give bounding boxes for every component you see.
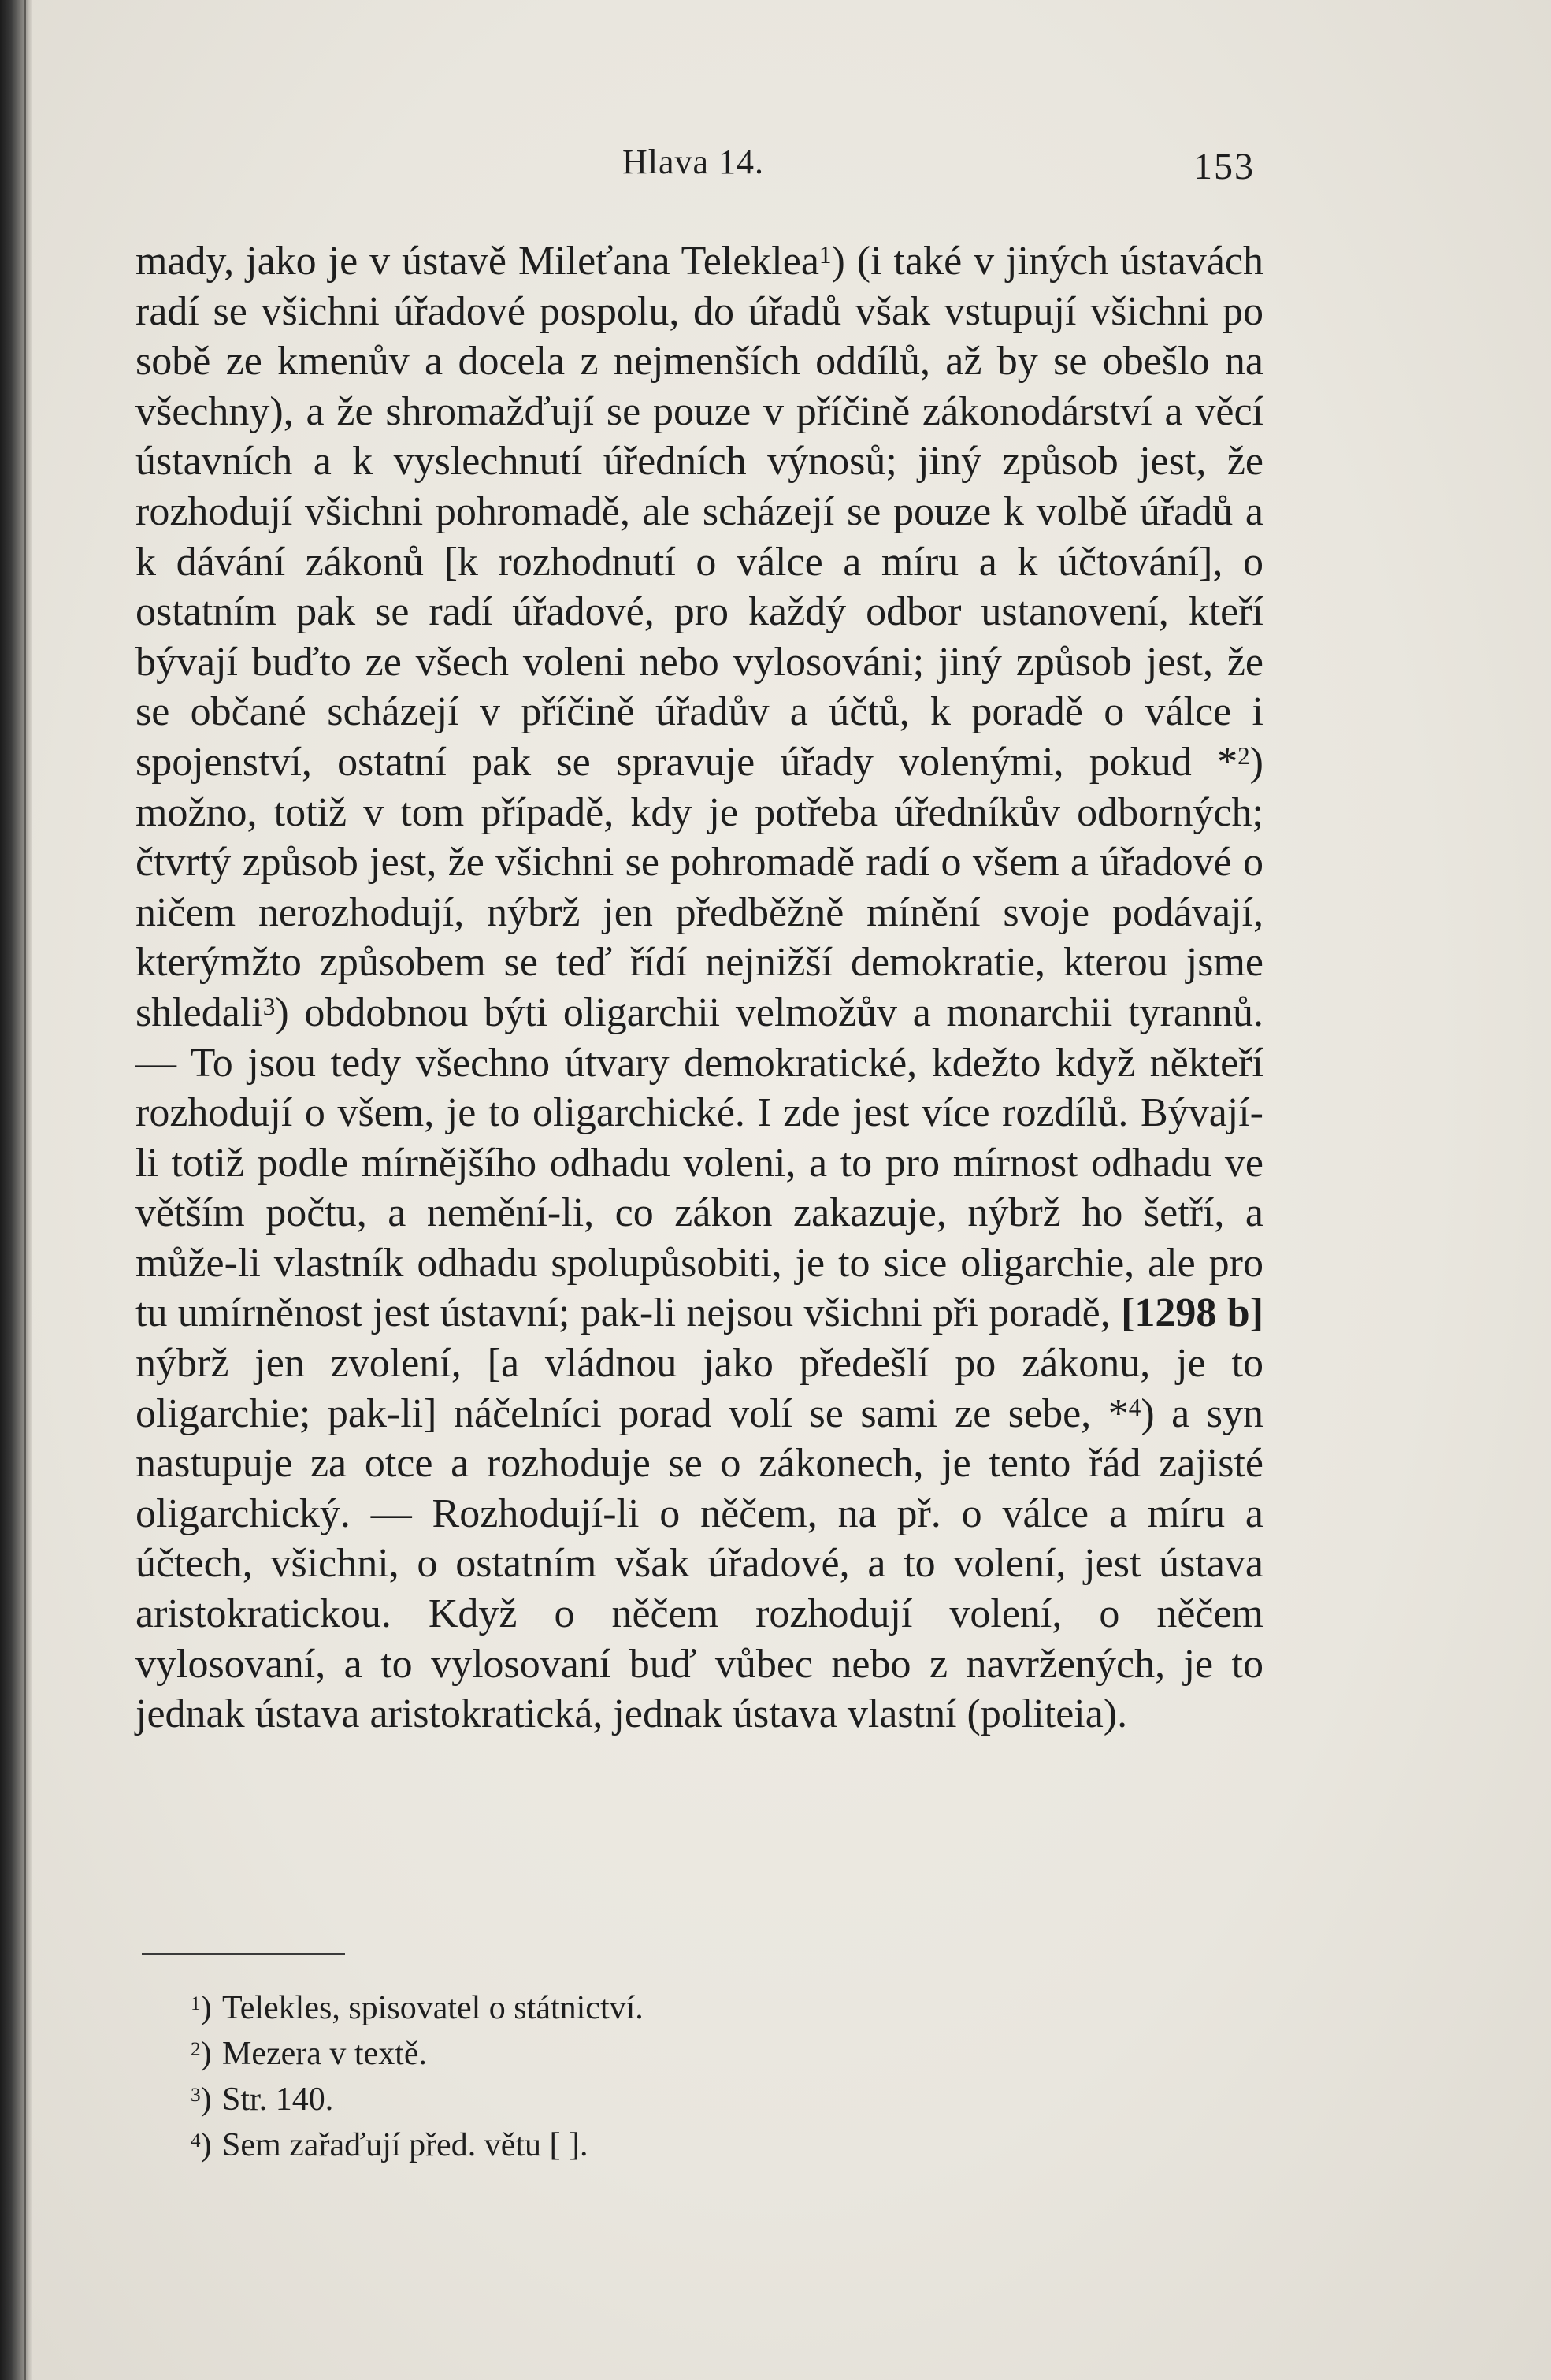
bekker-marker: [1298 b] [1121,1290,1264,1336]
footnote [191,1985,644,2031]
page-header [0,142,1551,197]
footnote-ref: 2 [1237,741,1250,770]
text-segment: mady, jako je v ústavě Mileťana Teleklea [135,239,819,284]
book-spine-shadow [0,0,32,2380]
footnote [191,2031,644,2077]
page-number: 153 [1193,146,1255,188]
footnote-ref: 1 [818,240,832,269]
spine-edge [24,0,26,2380]
text-segment: nýbrž jen zvolení, [a vládnou jako předešlí po zákonu, je to oligarchie; pak-li] náčelníci porad volí se sami ze sebe, * [135,1341,1263,1436]
footnote-text: Sem zařaďují před. větu [ ]. [222,2127,588,2163]
running-head: Hlava 14. [622,143,765,181]
footnote [191,2077,644,2122]
footnote [191,2122,644,2168]
footnote-text: Mezera v textě. [222,2036,428,2072]
text-segment: ) (i také v jiných ústavách radí se všichni úřadové pospolu, do úřadů však vstupují všichni po sobě ze kmenův a docela z nejmenších oddílů, až by se obešlo na všechny), a že shromažďují se pouze v příčině zákonodárství a věcí ústavních a k vyslechnutí úředních výnosů; jiný způsob jest, že rozhodují všichni pohromadě, ale scházejí se pouze k volbě úřadů a k dávání zákonů [k rozhodnutí o válce a míru a k účtování], o ostatním pak se radí úřadové, pro každý odbor ustanovení, kteří bývají buďto ze všech voleni nebo vylosováni; jiný způsob jest, že se občané scházejí v příčině úřadův a účtů, k poradě o válce i spojenství, ostatní pak se spravuje úřady volenými, pokud * [135,239,1263,785]
paragraph [135,236,1263,1740]
footnote-mark: $^1$) [191,1990,212,2026]
footnote-mark: $^3$) [191,2081,212,2118]
footnote-divider [142,1953,345,1955]
footnote-mark: $^2$) [191,2036,212,2072]
footnote-mark: $^4$) [191,2127,212,2163]
footnote-ref: 3 [262,992,276,1020]
footnote-text: Telekles, spisovatel o státnictví. [222,1990,644,2026]
text-segment: ) možno, totiž v tom případě, kdy je potřeba úředníkův odborných; čtvrtý způsob jest, že všichni se pohromadě radí o všem a úřadové o ničem nerozhodují, nýbrž jen předběžně mínění svoje podávají, kterýmžto způsobem se teď řídí nejnižší demokratie, kterou jsme shledali [135,739,1263,1035]
body-text [135,236,1263,1740]
footnotes [191,1985,644,2168]
footnote-ref: 4 [1128,1393,1141,1421]
footnote-text: Str. 140. [222,2081,334,2118]
text-segment: ) a syn nastupuje za otce a rozhoduje se o zákonech, je tento řád zajisté oligarchický. — Rozhodují-li o něčem, na př. o válce a míru a účtech, všichni, o ostatním však úřadové, a to volení, jest ústava aristokratickou. Když o něčem rozhodují volení, o něčem vylosovaní, a to vylosovaní buď vůbec nebo z navržených, je to jednak ústava aristokratická, jednak ústava vlastní (politeia). [135,1390,1263,1737]
text-segment: ) obdobnou býti oligarchii velmožův a monarchii tyrannů. — To jsou tedy všechno útvary demokratické, kdežto když někteří rozhodují o všem, je to oligarchické. I zde jest více rozdílů. Bývají-li totiž podle mírnějšího odhadu voleni, a to pro mírnost odhadu ve větším počtu, a nemění-li, co zákon zakazuje, nýbrž ho šetří, a může-li vlastník odhadu spolupůsobiti, je to sice oligarchie, ale pro tu umírněnost jest ústavní; pak-li nejsou všichni při poradě, [135,990,1263,1336]
